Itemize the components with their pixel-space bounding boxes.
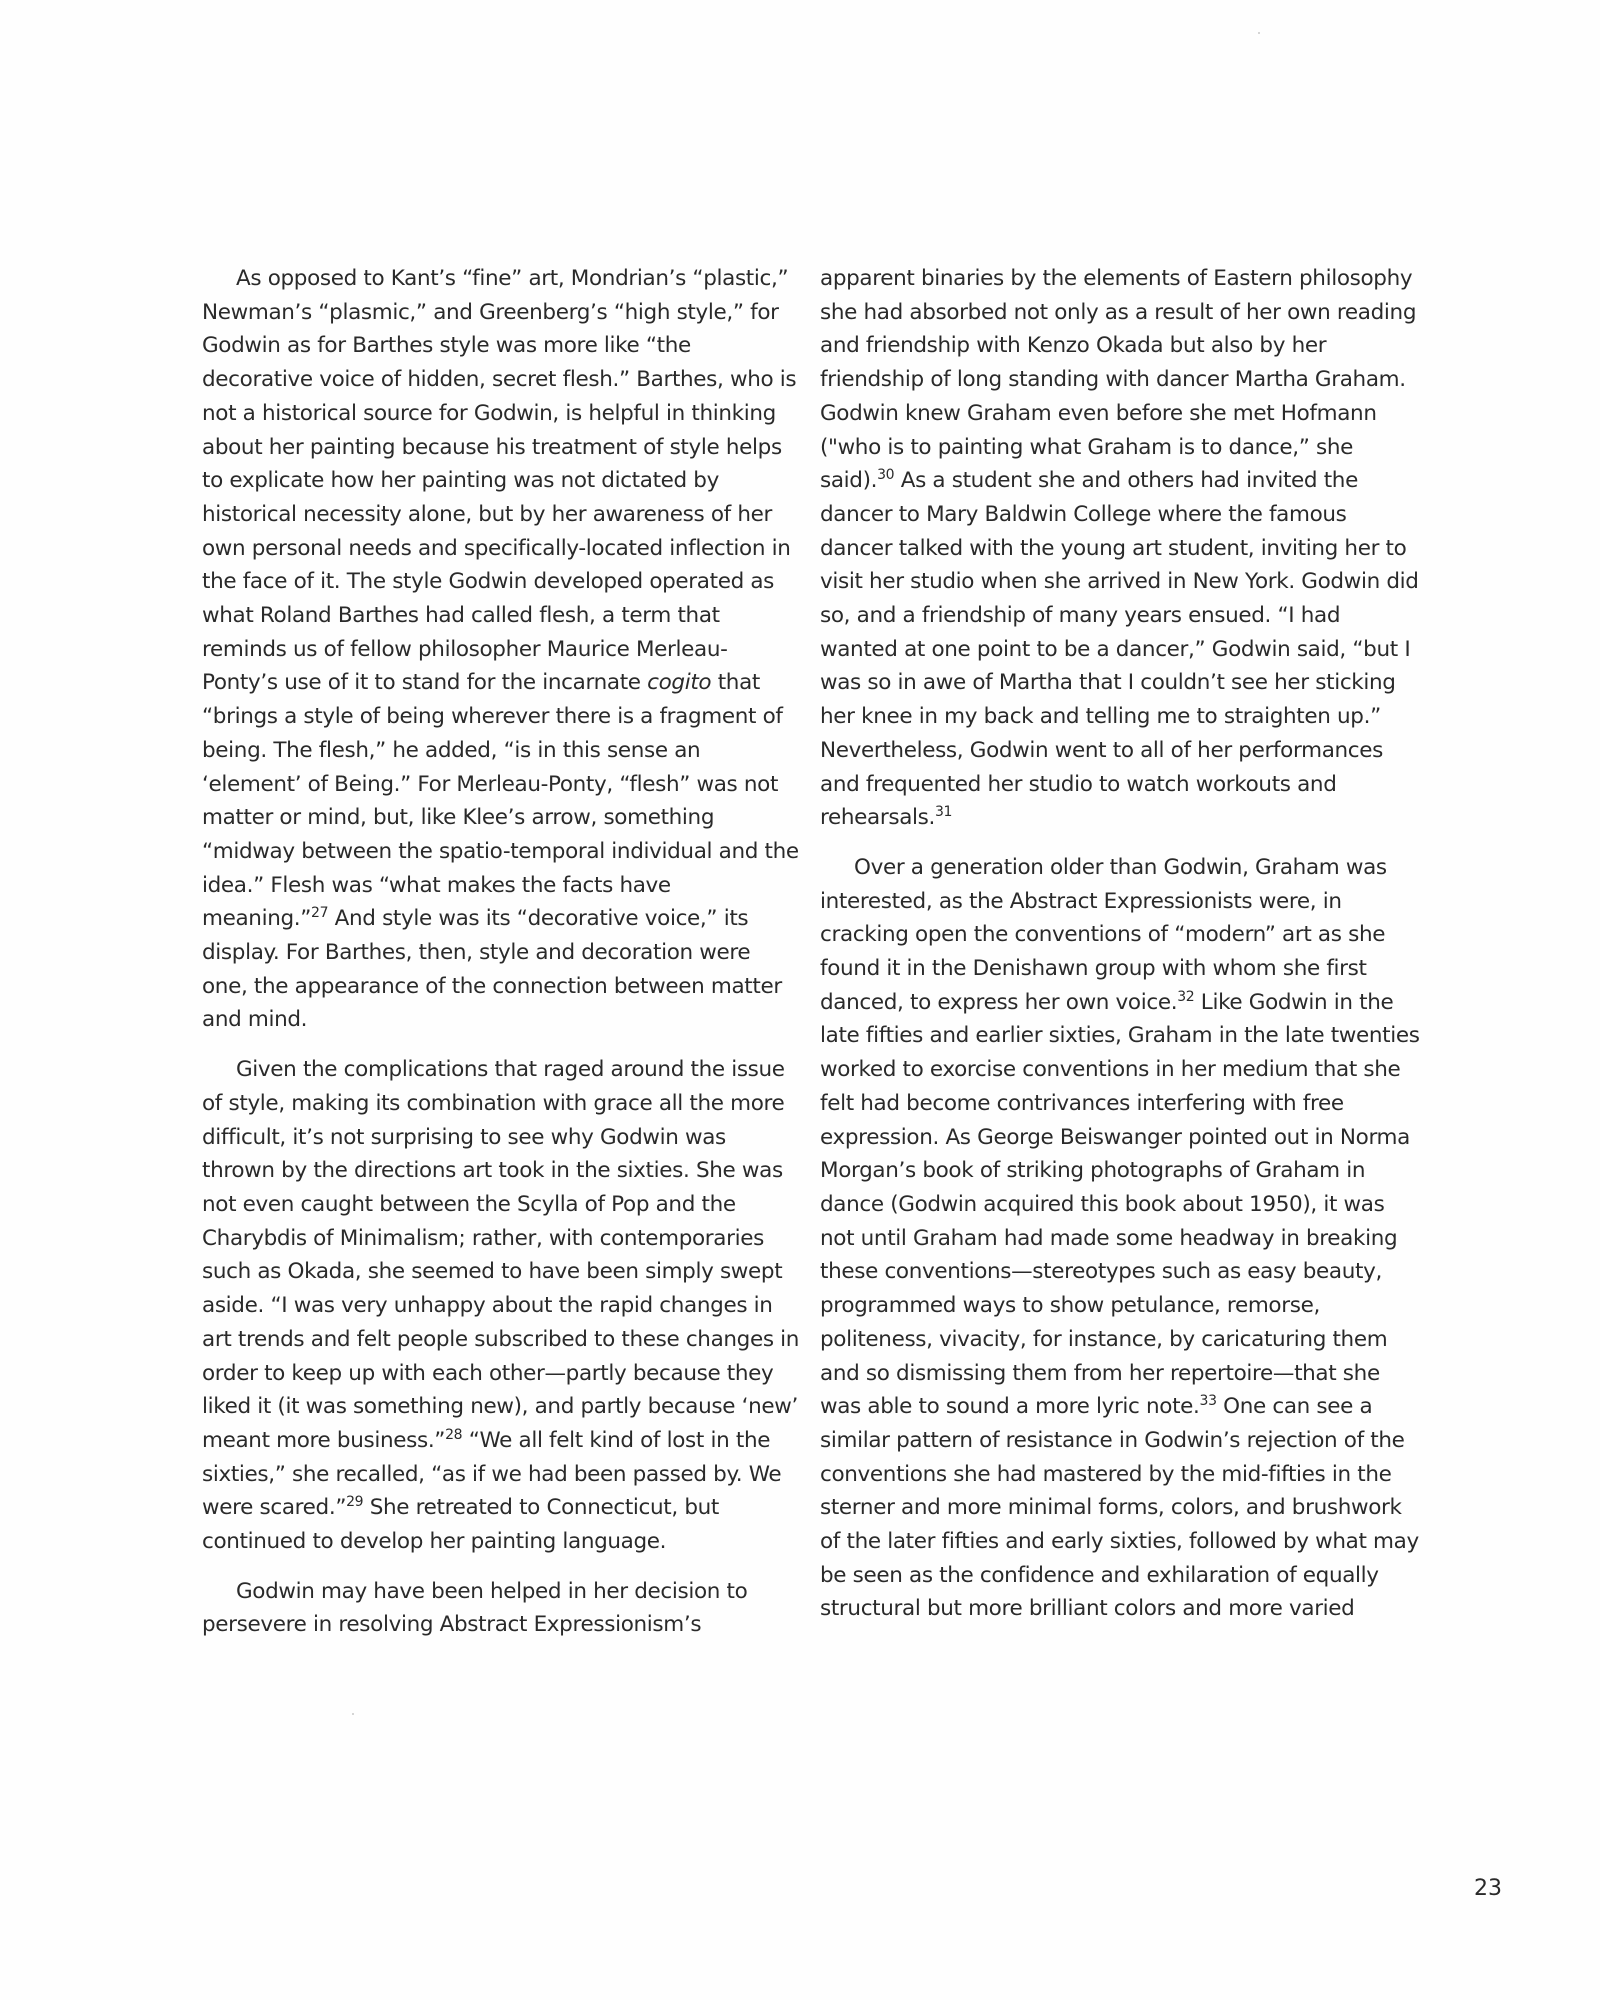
text-run: Given the complications that raged around the issue of style, making its combination with grace all the more difficult, it’s not surprising to see why Godwin was thrown by the directions art took in the sixties. She was not even caught between the Scylla of Pop and the Charybdis of Minimalism; rather, with contemporaries such as Okada, she seemed to have been simply swept aside. “I was very unhappy about the rapid changes in art trends and felt people subscribed to these changes in order to keep up with each other—partly because they liked it (it was something new), and partly because ‘new’ meant more business.” [202,1057,800,1453]
scan-speck [1258,32,1260,34]
paragraph: Godwin may have been helped in her decision to persevere in resolving Abstract Expressionism’s [202,1578,748,1638]
text-run: One can see a similar pattern of resistance in Godwin’s rejection of the conventions she had mastered by the mid-fifties in the sterner and more minimal forms, colors, and brushwork of the later fifties and early sixties, followed by what may be seen as the confidence and exhilaration of equally structural but more brilliant colors and more varied [820,1394,1419,1622]
footnote-ref: 27 [311,905,329,922]
footnote-ref: 31 [935,804,953,821]
footnote-ref: 29 [346,1494,364,1511]
emphasis-text: cogito [647,670,712,696]
text-run: that “brings a style of being wherever there is a fragment of being. The flesh,” he added, “is in this sense an ‘element’ of Being.” For Merleau-Ponty, “flesh” was not matter or mind, but, like Klee’s arrow, something “midway between the spatio-temporal individual and the idea.” Flesh was “what makes the facts have meaning.” [202,670,799,932]
text-run: As a student she and others had invited the dancer to Mary Baldwin College where the famous dancer talked with the young art student, inviting her to visit her studio when she arrived in New York. Godwin did so, and a friendship of many years ensued. “I had wanted at one point to be a dancer,” Godwin said, “but I was so in awe of Martha that I couldn’t see her sticking her knee in my back and telling me to straighten up.” Nevertheless, Godwin went to all of her performances and frequented her studio to watch workouts and rehearsals. [820,468,1419,831]
paragraph [202,1053,802,1559]
page-number: 23 [1474,1876,1502,1901]
text-run: “We all felt kind of lost in the sixties,” she recalled, “as if we had been passed by. We were scared.” [202,1427,782,1521]
footnote-ref: 28 [445,1426,463,1443]
paragraph [820,851,1424,1626]
text-run: And style was its “decorative voice,” its display. For Barthes, then, style and decoration were one, the appearance of the connection between matter and mind. [202,906,782,1033]
text-run: Like Godwin in the late fifties and earlier sixties, Graham in the late twenties worked to exorcise conventions in her medium that she felt had become contrivances interfering with free expression. As George Beiswanger pointed out in Norma Morgan’s book of striking photographs of Graham in dance (Godwin acquired this book about 1950), it was not until Graham had made some headway in breaking these conventions—stereotypes such as easy beauty, programmed ways to show petulance, remorse, politeness, vivacity, for instance, by caricaturing them and so dismissing them from her repertoire—that she was able to sound a more lyric note. [820,989,1420,1420]
footnote-ref: 30 [877,467,895,484]
scan-speck [352,1713,354,1715]
footnote-ref: 33 [1199,1393,1217,1410]
paragraph [202,262,802,1037]
left-column [202,262,802,1658]
footnote-ref: 32 [1177,988,1195,1005]
paragraph [820,262,1424,835]
text-run: She retreated to Connecticut, but continued to develop her painting language. [202,1495,719,1555]
text-run: Over a generation older than Godwin, Graham was interested, as the Abstract Expressionists were, in cracking open the conventions of “modern” art as she found it in the Denishawn group with whom she first danced, to express her own voice. [820,854,1387,1015]
right-column [820,262,1424,1642]
text-run: apparent binaries by the elements of Eastern philosophy she had absorbed not only as a result of her own reading and friendship with Kenzo Okada but also by her friendship of long standing with dancer Martha Graham. Godwin knew Graham even before she met Hofmann ("who is to painting what Graham is to dance,” she said). [820,266,1417,494]
text-run: As opposed to Kant’s “fine” art, Mondrian’s “plastic,” Newman’s “plasmic,” and Greenberg’s “high style,” for Godwin as for Barthes style was more like “the decorative voice of hidden, secret flesh.” Barthes, who is not a historical source for Godwin, is helpful in thinking about her painting because his treatment of style helps to explicate how her painting was not dictated by historical necessity alone, but by her awareness of her own personal needs and specifically-located inflection in the face of it. The style Godwin developed operated as what Roland Barthes had called flesh, a term that reminds us of fellow philosopher Maurice Merleau-Ponty’s use of it to stand for the incarnate [202,266,797,696]
